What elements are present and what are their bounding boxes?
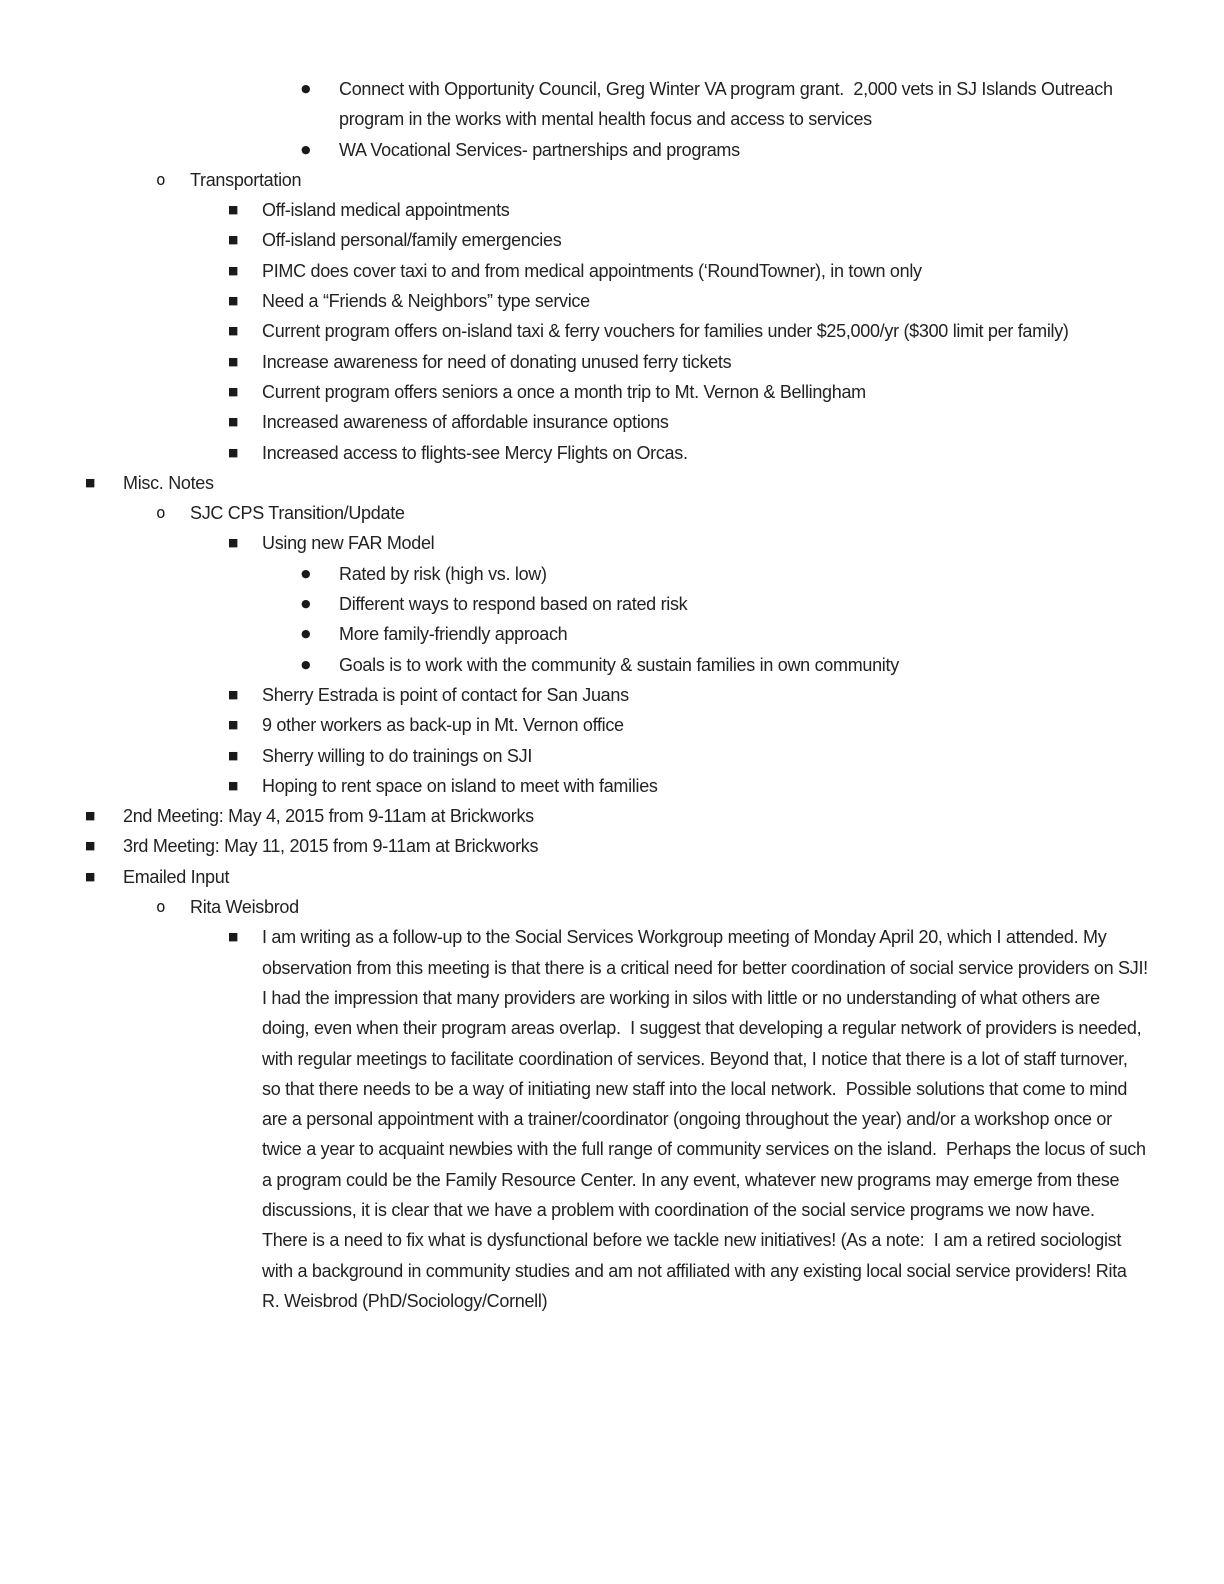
- square-bullet-icon: ■: [228, 294, 239, 308]
- list-item: [0, 710, 1148, 740]
- list-item: [0, 741, 1148, 771]
- list-item: [0, 74, 1148, 135]
- square-bullet-icon: ■: [85, 839, 96, 853]
- list-item: [0, 225, 1148, 255]
- circle-bullet-icon: o: [156, 897, 166, 917]
- list-item: [0, 801, 1148, 831]
- square-bullet-icon: ■: [228, 354, 239, 368]
- list-item: [0, 195, 1148, 225]
- list-item-text: Increased awareness of affordable insurance options: [262, 412, 669, 433]
- round-bullet-icon: ●: [301, 82, 311, 95]
- list-item: [0, 377, 1148, 407]
- list-item: [0, 771, 1148, 801]
- list-item: [0, 528, 1148, 558]
- list-item-text: Sherry Estrada is point of contact for San Juans: [262, 684, 629, 705]
- round-bullet-icon: ●: [301, 657, 311, 671]
- list-item: [0, 619, 1148, 649]
- list-item: [0, 892, 1148, 922]
- list-item: [0, 316, 1148, 346]
- list-item: [0, 862, 1148, 892]
- list-item-text: Transportation: [190, 169, 302, 190]
- square-bullet-icon: ■: [228, 415, 239, 429]
- list-item-text: Increase awareness for need of donating unused ferry tickets: [262, 351, 732, 372]
- round-bullet-icon: ●: [301, 566, 311, 580]
- list-item: [0, 407, 1148, 437]
- list-item: [0, 680, 1148, 710]
- square-bullet-icon: ■: [228, 233, 239, 247]
- list-item-text: Current program offers seniors a once a month trip to Mt. Vernon & Bellingham: [262, 381, 866, 402]
- list-item: [0, 589, 1148, 619]
- square-bullet-icon: ■: [228, 203, 239, 217]
- circle-bullet-icon: o: [156, 169, 166, 189]
- list-item: [0, 347, 1148, 377]
- circle-bullet-icon: o: [156, 503, 166, 523]
- list-item: [0, 438, 1148, 468]
- square-bullet-icon: ■: [228, 384, 239, 398]
- list-item-text: More family-friendly approach: [339, 624, 568, 645]
- round-bullet-icon: ●: [301, 142, 311, 156]
- square-bullet-icon: ■: [228, 687, 239, 701]
- list-item-text: SJC CPS Transition/Update: [190, 503, 405, 524]
- list-item-text: Using new FAR Model: [262, 533, 435, 554]
- square-bullet-icon: ■: [228, 536, 239, 550]
- list-item-text: Off-island medical appointments: [262, 200, 510, 221]
- square-bullet-icon: ■: [85, 809, 96, 823]
- list-item-text: WA Vocational Services- partnerships and programs: [339, 139, 740, 160]
- square-bullet-icon: ■: [228, 748, 239, 762]
- document-body: [0, 74, 1158, 1316]
- list-item-text: Off-island personal/family emergencies: [262, 230, 562, 251]
- list-item: [0, 286, 1148, 316]
- list-item-text: Sherry willing to do trainings on SJI: [262, 745, 533, 766]
- list-item-text: I am writing as a follow-up to the Social Services Workgroup meeting of Monday April 20, which I attended. My observation from this meeting is that there is a critical need for better coordination of social service providers on SJI! I had the impression that many providers are working in silos with little or no understanding of what others are doing, even when their program areas overlap. I suggest that developing a regular network of providers is needed, with regular meetings to facilitate coordination of services. Beyond that, I notice that there is a lot of staff turnover, so that there needs to be a way of initiating new staff into the local network. Possible solutions that come to mind are a personal appointment with a trainer/coordinator (ongoing throughout the year) and/or a workshop once or twice a year to acquaint newbies with the full range of community services on the island. Perhaps the locus of such a program could be the Family Resource Center. In any event, whatever new programs may emerge from these discussions, it is clear that we have a problem with coordination of the social service programs we now have. There is a need to fix what is dysfunctional before we tackle new initiatives! (As a note: I am a retired sociologist with a background in community studies and am not affiliated with any existing local social service providers! Rita R. Weisbrod (PhD/Sociology/Cornell): [262, 927, 1158, 1311]
- list-item: [0, 650, 1148, 680]
- round-bullet-icon: ●: [301, 597, 311, 611]
- list-item-text: Rita Weisbrod: [190, 897, 299, 918]
- list-item: [0, 498, 1148, 528]
- list-item-text: Hoping to rent space on island to meet with families: [262, 775, 658, 796]
- list-item-text: Emailed Input: [123, 866, 230, 887]
- square-bullet-icon: ■: [228, 778, 239, 792]
- square-bullet-icon: ■: [228, 718, 239, 732]
- list-item-text: Different ways to respond based on rated risk: [339, 594, 688, 615]
- list-item-text: Current program offers on-island taxi & ferry vouchers for families under $25,000/yr ($300 limit per family): [262, 321, 1069, 342]
- list-item-text: 2nd Meeting: May 4, 2015 from 9-11am at Brickworks: [123, 806, 534, 827]
- list-item-text: Connect with Opportunity Council, Greg Winter VA program grant. 2,000 vets in SJ Islands Outreach program in the works with mental health focus and access to services: [339, 79, 1118, 130]
- list-item: [0, 165, 1148, 195]
- square-bullet-icon: ■: [85, 869, 96, 883]
- list-item-text: Goals is to work with the community & sustain families in own community: [339, 654, 899, 675]
- list-item-text: Misc. Notes: [123, 472, 214, 493]
- list-item-text: PIMC does cover taxi to and from medical appointments (‘RoundTowner), in town only: [262, 260, 922, 281]
- list-item-text: Need a “Friends & Neighbors” type service: [262, 291, 590, 312]
- list-item-text: Rated by risk (high vs. low): [339, 563, 547, 584]
- list-item: [0, 468, 1148, 498]
- list-item: [0, 256, 1148, 286]
- list-item-text: Increased access to flights-see Mercy Flights on Orcas.: [262, 442, 688, 463]
- round-bullet-icon: ●: [301, 627, 311, 641]
- list-item-text: 9 other workers as back-up in Mt. Vernon office: [262, 715, 624, 736]
- square-bullet-icon: ■: [228, 324, 239, 338]
- square-bullet-icon: ■: [228, 263, 239, 277]
- square-bullet-icon: ■: [228, 445, 239, 459]
- square-bullet-icon: ■: [85, 475, 96, 489]
- list-item: [0, 922, 1158, 1316]
- square-bullet-icon: ■: [228, 930, 239, 944]
- list-item-text: 3rd Meeting: May 11, 2015 from 9-11am at Brickworks: [123, 836, 539, 857]
- list-item: [0, 135, 1148, 165]
- list-item: [0, 831, 1148, 861]
- list-item: [0, 559, 1148, 589]
